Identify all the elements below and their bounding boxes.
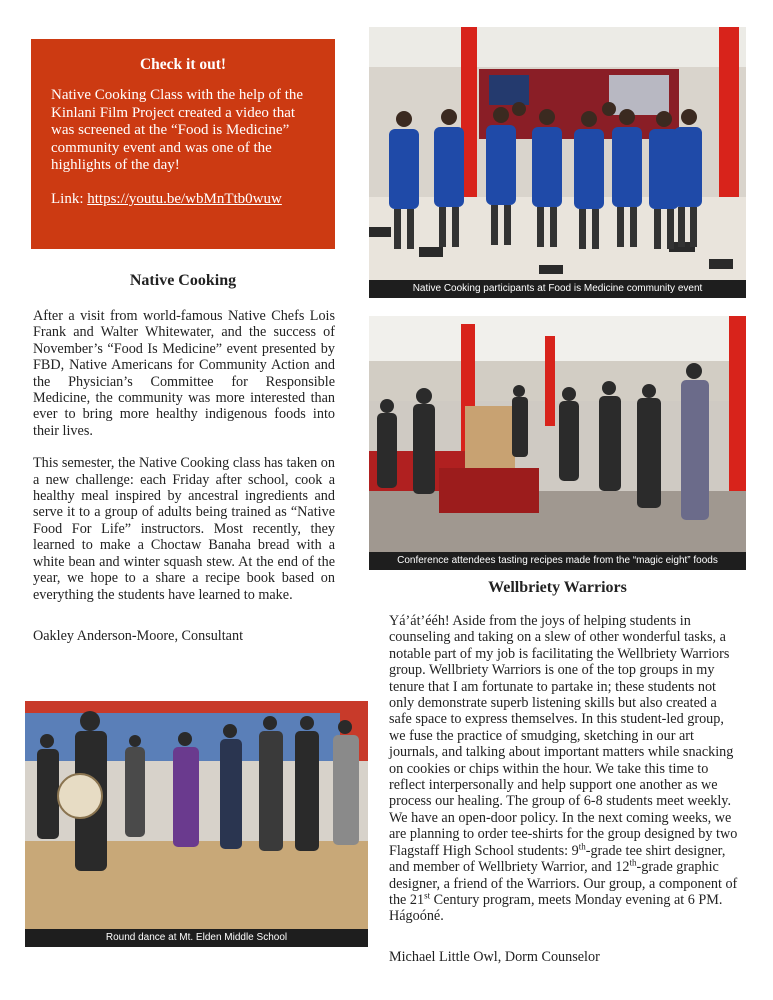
wellbriety-body <box>389 613 739 925</box>
round-dance-caption: Round dance at Mt. Elden Middle School <box>25 929 368 947</box>
round-dance-photo <box>25 701 368 929</box>
wellbriety-text-part-2: -grade tee shirt designer, and member of Wellbriety Warrior, and 12 <box>389 842 726 876</box>
native-cooking-signature: Oakley Anderson-Moore, Consultant <box>33 628 244 644</box>
native-cooking-paragraph-2: This semester, the Native Cooking class has taken on a new challenge: each Friday after school, cook a healthy meal inspired by ancestral ingredients and serve it to a group of adults being trained as “Native Food For Life” instructors. Most recently, they learned to make a Choctaw Banaha bread with a white bean and winter squash stew. At the end of the year, we hope to a share a recipe book based on everything the students have learned to make. <box>33 455 335 603</box>
wellbriety-text-part-3: -grade graphic designer, a friend of the Warriors. Our group, a component of the 21 <box>389 859 738 908</box>
callout-title: Check it out! <box>139 56 227 73</box>
cooking-participants-photo <box>369 27 746 280</box>
callout-link-prefix: Link: <box>51 191 88 208</box>
native-cooking-paragraph-1: After a visit from world-famous Native Chefs Lois Frank and Walter Whitewater, and the success of November’s “Food Is Medicine” event presented by FBD, Native Americans for Community Action and the Physician’s Committee for Responsible Medicine, the community was more interested than ever to bring more healthy indigenous foods into their lives. <box>33 308 335 439</box>
twelfth-superscript: th <box>629 857 637 868</box>
wellbriety-heading: Wellbriety Warriors <box>488 579 627 596</box>
twenty-first-superscript: st <box>424 890 431 901</box>
ninth-superscript: th <box>578 840 586 851</box>
conference-illustration <box>369 316 746 552</box>
video-link[interactable]: https://youtu.be/wbMnTtb0wuw <box>87 191 282 208</box>
cooking-participants-illustration <box>369 27 746 280</box>
cooking-participants-caption: Native Cooking participants at Food is Medicine community event <box>369 280 746 298</box>
callout-text: Native Cooking Class with the help of the Kinlani Film Project created a video that was screened at the “Food is Medicine” community event and was one of the highlights of the day! <box>51 87 304 174</box>
conference-attendees-photo <box>369 316 746 552</box>
round-dance-illustration <box>25 701 368 929</box>
wellbriety-text-part-4: Century program, meets Monday evening at 6 PM. Hágoóné. <box>389 891 723 925</box>
callout-link-line <box>51 191 315 208</box>
wellbriety-signature: Michael Little Owl, Dorm Counselor <box>389 949 600 965</box>
native-cooking-heading: Native Cooking <box>129 272 237 289</box>
wellbriety-text-part-1: Yá’át’ééh! Aside from the joys of helping students in counseling and taking on a slew of other wonderful tasks, a notable part of my job is facilitating the Wellbriety Warriors group. Wellbriety Warriors is one of the top groups in my tenure that I am fortunate to partake in; these students not only demonstrate superb listening skills but also created a safe space to express themselves. In this student-led group, we fuse the practice of smudging, sketching in our art journals, and talking about important matters while snacking on cookies or chips within the hour. We take this time to reflect interpersonally and help support one another as we process our healing. The group of 6-8 students meet weekly. We have an open-door policy. In the next coming weeks, we are planning to order tee-shirts for the group designed by two Flagstaff High School students: 9 <box>389 613 738 859</box>
check-it-out-callout <box>31 39 335 249</box>
conference-attendees-caption: Conference attendees tasting recipes made from the “magic eight” foods <box>369 552 746 570</box>
native-cooking-body <box>33 308 335 619</box>
